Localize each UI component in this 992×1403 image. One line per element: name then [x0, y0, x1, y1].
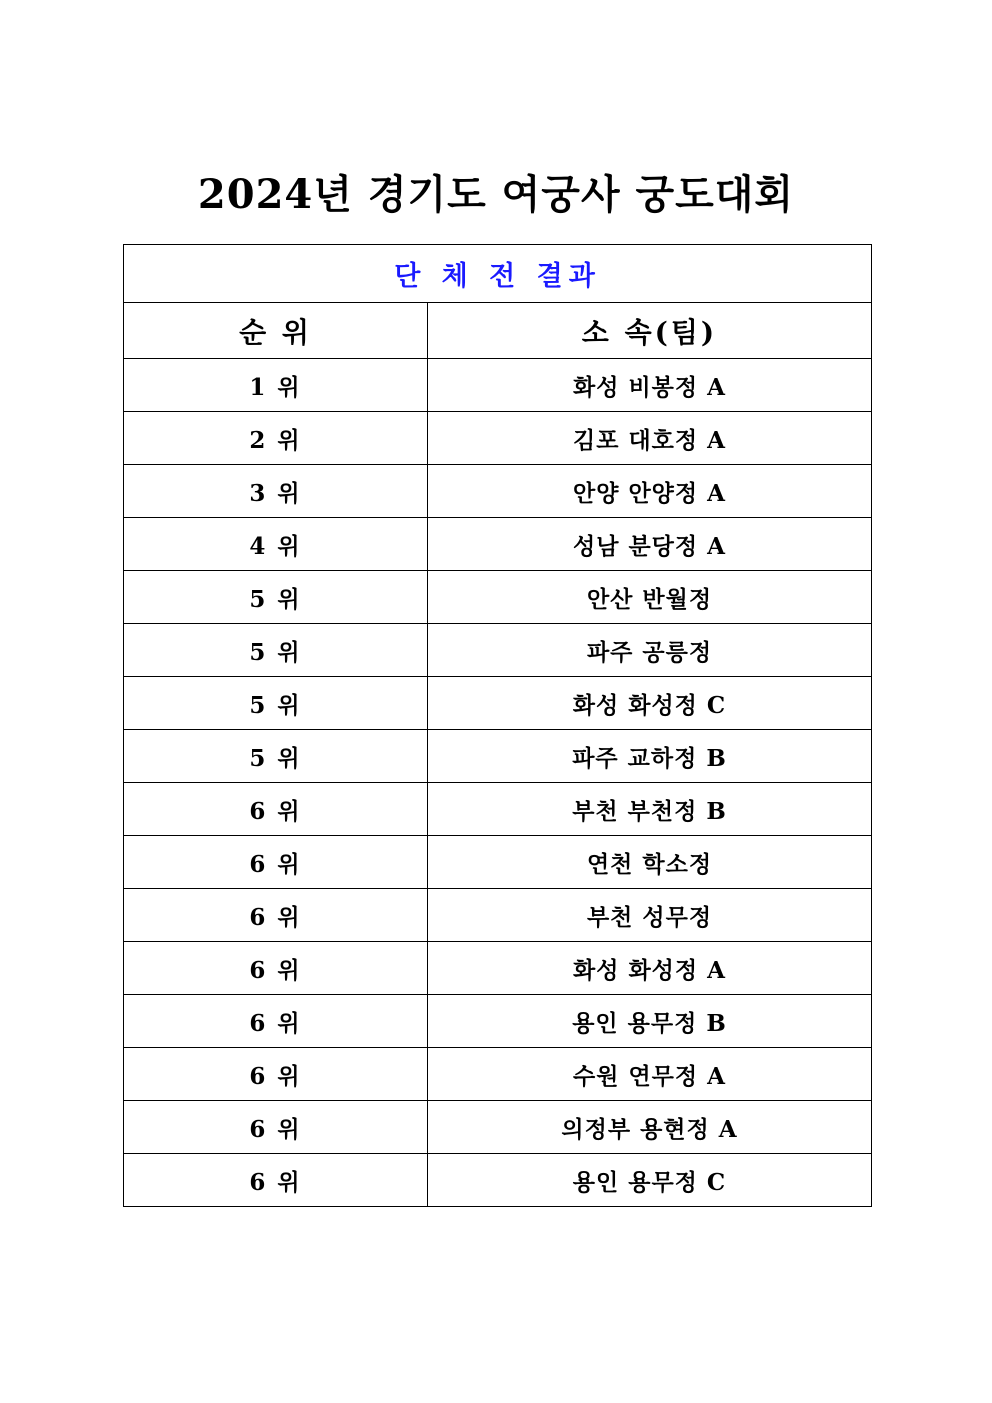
table-row	[124, 571, 872, 624]
table-row	[124, 836, 872, 889]
rank-cell: 6 위	[124, 942, 428, 995]
rank-cell: 6 위	[124, 836, 428, 889]
table-row	[124, 1101, 872, 1154]
team-cell: 안산 반월정	[428, 571, 872, 624]
team-cell: 용인 용무정 C	[428, 1154, 872, 1207]
team-cell: 안양 안양정 A	[428, 465, 872, 518]
team-cell: 화성 화성정 A	[428, 942, 872, 995]
rank-cell: 6 위	[124, 1101, 428, 1154]
table-row	[124, 624, 872, 677]
table-row	[124, 1048, 872, 1101]
rank-cell: 6 위	[124, 1154, 428, 1207]
team-cell: 성남 분당정 A	[428, 518, 872, 571]
rank-cell: 1 위	[124, 359, 428, 412]
rank-cell: 6 위	[124, 1048, 428, 1101]
team-cell: 화성 화성정 C	[428, 677, 872, 730]
table-row	[124, 1154, 872, 1207]
caption-row	[124, 245, 872, 303]
table-row	[124, 942, 872, 995]
team-cell: 김포 대호정 A	[428, 412, 872, 465]
team-cell: 용인 용무정 B	[428, 995, 872, 1048]
team-cell: 부천 부천정 B	[428, 783, 872, 836]
rank-column-header: 순 위	[124, 303, 428, 359]
rank-cell: 6 위	[124, 995, 428, 1048]
table-row	[124, 783, 872, 836]
team-column-header: 소 속(팀)	[428, 303, 872, 359]
team-cell: 의정부 용현정 A	[428, 1101, 872, 1154]
table-row	[124, 730, 872, 783]
team-cell: 수원 연무정 A	[428, 1048, 872, 1101]
team-cell: 화성 비봉정 A	[428, 359, 872, 412]
results-table	[123, 244, 872, 1207]
rank-cell: 5 위	[124, 677, 428, 730]
rank-cell: 3 위	[124, 465, 428, 518]
table-row	[124, 412, 872, 465]
table-row	[124, 677, 872, 730]
team-cell: 부천 성무정	[428, 889, 872, 942]
team-cell: 파주 공릉정	[428, 624, 872, 677]
rank-cell: 5 위	[124, 624, 428, 677]
header-row	[124, 303, 872, 359]
table-row	[124, 518, 872, 571]
rank-cell: 6 위	[124, 783, 428, 836]
rank-cell: 5 위	[124, 571, 428, 624]
table-row	[124, 465, 872, 518]
rank-cell: 6 위	[124, 889, 428, 942]
rank-cell: 5 위	[124, 730, 428, 783]
rank-cell: 2 위	[124, 412, 428, 465]
table-caption: 단 체 전 결과	[124, 245, 872, 303]
page-title: 2024년 경기도 여궁사 궁도대회	[197, 171, 795, 218]
table-row	[124, 889, 872, 942]
table-row	[124, 995, 872, 1048]
team-cell: 연천 학소정	[428, 836, 872, 889]
team-cell: 파주 교하정 B	[428, 730, 872, 783]
table-row	[124, 359, 872, 412]
rank-cell: 4 위	[124, 518, 428, 571]
